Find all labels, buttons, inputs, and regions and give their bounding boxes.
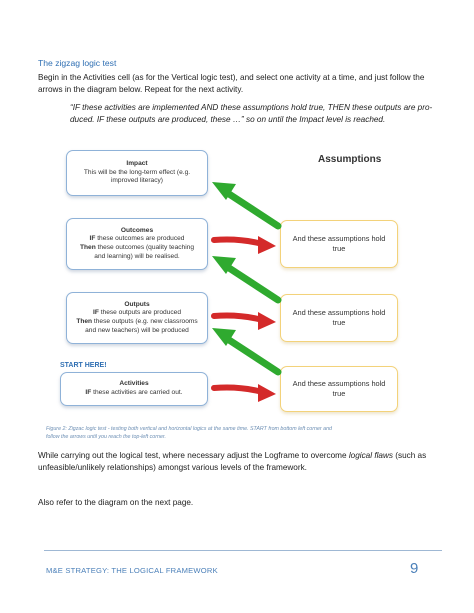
outcomes-title: Outcomes	[120, 226, 154, 234]
impact-title: Impact	[126, 160, 148, 168]
body-line-1-before: While carrying out the logical test, where necessary adjust the Logframe to overcome	[38, 451, 349, 460]
red-arrow-outputs	[214, 312, 276, 330]
impact-line-1: This will be the long-term effect (e.g.	[83, 168, 191, 176]
green-arrow-to-outputs	[212, 328, 278, 372]
assumption-box-2-line-2: true	[332, 318, 346, 327]
caption-line-1: Figure 2: Zigzac logic test - testing both vertical and horizontal logics at the same time. START from bottom left corner and	[46, 426, 332, 432]
outcomes-then-rest: these outcomes (quality teaching	[95, 244, 194, 251]
activities-if-word: IF	[85, 389, 92, 396]
green-arrow-to-outcomes	[212, 256, 278, 300]
body-line-2: unfeasible/unlikely relationships) amongst various levels of the framework.	[38, 462, 307, 472]
outputs-then-rest: these outputs (e.g. new classrooms	[92, 318, 198, 325]
outcomes-then-word: Then	[80, 244, 96, 251]
caption-line-2: follow the arrows until you reach the top-left corner.	[46, 434, 166, 440]
also-refer-text: Also refer to the diagram on the next page.	[38, 498, 194, 507]
body-line-1-after: (such as	[392, 451, 427, 460]
section-heading: The zigzag logic test	[38, 58, 117, 68]
activities-title: Activities	[119, 380, 149, 388]
intro-line-2: arrows in the diagram below. Repeat for the next activity.	[38, 84, 244, 94]
assumption-box-2-line-1: And these assumptions hold	[292, 308, 386, 317]
outcomes-if-rest: these outcomes are produced	[95, 235, 185, 243]
outputs-then-word: Then	[76, 318, 93, 325]
assumption-box-1-line-2: true	[332, 244, 346, 253]
assumptions-title: Assumptions	[318, 154, 382, 165]
assumption-box-1-line-1: And these assumptions hold	[292, 234, 386, 243]
assumption-box-3-line-1: And these assumptions hold	[292, 379, 386, 388]
outcomes-if-word: IF	[89, 235, 96, 243]
red-arrow-activities	[214, 384, 276, 402]
footer-divider	[44, 550, 442, 551]
outputs-if-word: IF	[93, 309, 99, 317]
body-line-1-emphasis: logical flaws	[348, 451, 393, 460]
outputs-if-rest: these outputs are produced	[98, 309, 181, 317]
footer-title: M&E STRATEGY: THE LOGICAL FRAMEWORK	[46, 566, 218, 575]
start-here-label: START HERE!	[60, 362, 107, 369]
impact-line-2: improved literacy)	[110, 177, 164, 185]
outputs-line-3: and new teachers) will be produced	[85, 326, 189, 334]
quote-line-2: duced. IF these outputs are produced, these …” so on until the Impact level is reached.	[70, 114, 386, 124]
quote-line-1: “IF these activities are implemented AND these assumptions hold true, THEN these outputs are pro-	[70, 103, 433, 112]
outputs-title: Outputs	[124, 300, 150, 308]
figure-caption	[46, 425, 406, 441]
assumption-box-3-line-2: true	[332, 389, 346, 398]
body-line-1	[38, 450, 440, 462]
outcomes-line-3: and learning) will be realised.	[94, 252, 180, 260]
red-arrow-outcomes	[214, 236, 276, 254]
page-number: 9	[410, 560, 419, 577]
body-paragraph	[38, 450, 440, 473]
activities-if-rest: these activities are carried out.	[91, 389, 183, 396]
green-arrow-to-impact	[212, 182, 278, 226]
intro-line-1: Begin in the Activities cell (as for the Vertical logic test), and select one activity at a time, and just follow the	[38, 73, 425, 82]
